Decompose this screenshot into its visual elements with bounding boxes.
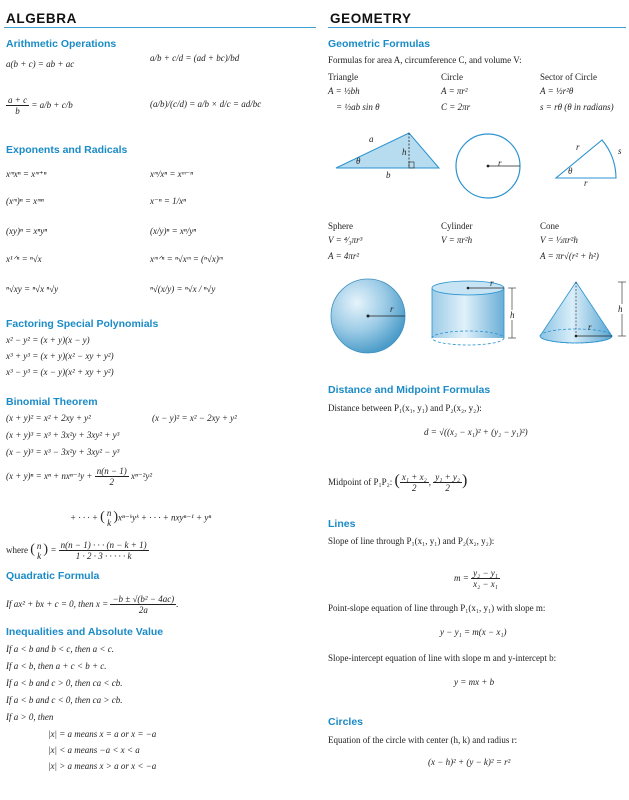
sphere-label-r: r bbox=[390, 304, 394, 314]
abs-greater: |x| > a means x > a or x < −a bbox=[48, 761, 157, 771]
ineq-mult-positive: If a < b and c > 0, then ca < cb. bbox=[6, 678, 123, 688]
factoring-title: Factoring Special Polynomials bbox=[6, 318, 159, 330]
circle-label: Circle bbox=[441, 72, 463, 82]
cone-label-r: r bbox=[588, 322, 592, 332]
sector-label: Sector of Circle bbox=[540, 72, 597, 82]
binom-general-cont: + · · · + ( n k )xⁿ⁻ᵏyᵏ + · · · + nxyⁿ⁻¹ + yⁿ bbox=[70, 508, 212, 529]
binom-general-lead: (x + y)ⁿ = xⁿ + nxⁿ⁻¹y + bbox=[6, 470, 93, 481]
cone-label-h: h bbox=[618, 304, 623, 314]
binom-where-label: where bbox=[6, 544, 28, 555]
binomial-title: Binomial Theorem bbox=[6, 396, 98, 408]
geometry-heading: GEOMETRY bbox=[330, 11, 412, 26]
slope-desc: Slope of line through P₁(x₁, y₁) and P₂(x₂, y₂): bbox=[328, 536, 495, 546]
circles-title: Circles bbox=[328, 716, 364, 728]
triangle-area: A = ½bh bbox=[328, 86, 360, 96]
triangle-label-b: b bbox=[386, 170, 391, 180]
algebra-rule bbox=[4, 27, 316, 28]
exponents-title: Exponents and Radicals bbox=[6, 144, 128, 156]
point-slope-formula: y − y₁ = m(x − x₁) bbox=[440, 627, 507, 637]
sector-label-r-top: r bbox=[576, 142, 580, 152]
quadratic-formula: If ax² + bx + c = 0, then x = $\frac{\text{−b ± √(b² − 4ac)}}{2a}$ . bbox=[6, 594, 179, 616]
exp-fractional: x¹ᐟⁿ = ⁿ√x bbox=[6, 254, 42, 264]
factor-diff-cubes: x³ − y³ = (x − y)(x² + xy + y²) bbox=[6, 367, 114, 377]
triangle-area-sin: = ½ab sin θ bbox=[336, 102, 380, 112]
abs-less: |x| < a means −a < x < a bbox=[48, 745, 140, 755]
distance-title: Distance and Midpoint Formulas bbox=[328, 384, 491, 396]
binom-cube-minus: (x − y)³ = x³ − 3x²y + 3xy² − y³ bbox=[6, 447, 120, 457]
distance-formula: d = √((x₂ − x₁)² + (y₂ − y₁)²) bbox=[424, 427, 528, 437]
cone-area: A = πr√(r² + h²) bbox=[540, 251, 599, 261]
geometry-rule bbox=[328, 27, 626, 28]
circle-circumference: C = 2πr bbox=[441, 102, 471, 112]
exp-root-quotient: ⁿ√(x/y) = ⁿ√x / ⁿ√y bbox=[150, 284, 216, 294]
circle-label-r: r bbox=[498, 158, 502, 168]
arith-common-denominator: $\frac{a + c}{b}$ = a/b + c/b bbox=[8, 95, 73, 117]
midpoint-y-den: 2 bbox=[445, 483, 450, 494]
point-slope-desc: Point-slope equation of line through P₁(x₁, y₁) with slope m: bbox=[328, 603, 546, 613]
geo-intro: Formulas for area A, circumference C, and volume V: bbox=[328, 55, 522, 65]
binom-cont-lead: + · · · + bbox=[70, 512, 98, 523]
quadratic-title: Quadratic Formula bbox=[6, 570, 100, 582]
ineq-transitive: If a < b and b < c, then a < c. bbox=[6, 644, 114, 654]
binom-general bbox=[6, 466, 152, 488]
sector-label-s: s bbox=[618, 146, 622, 156]
sector-diagram bbox=[554, 138, 624, 186]
midpoint-desc: Midpoint of P₁P₂: ( $\frac{\text{x₁ + x₂}}{2}$ , $\frac{\text{y₁ + y₂}}{2}$ ) bbox=[328, 471, 468, 494]
binom-square-minus: (x − y)² = x² − 2xy + y² bbox=[152, 413, 237, 423]
triangle-label-theta: θ bbox=[356, 156, 361, 166]
factor-diff-squares: x² − y² = (x + y)(x − y) bbox=[6, 335, 90, 345]
cone-volume: V = ⅓πr²h bbox=[540, 235, 578, 245]
ineq-abs-intro: If a > 0, then bbox=[6, 712, 54, 722]
exp-power-rule: (xᵐ)ⁿ = xᵐⁿ bbox=[6, 196, 44, 206]
exp-product-power: (xy)ⁿ = xⁿyⁿ bbox=[6, 226, 48, 236]
quad-num: −b ± √(b² − 4ac) bbox=[112, 594, 175, 604]
circle-diagram bbox=[454, 132, 522, 200]
ineq-mult-negative: If a < b and c < 0, then ca > cb. bbox=[6, 695, 123, 705]
slope-den: x₂ − x₁ bbox=[473, 579, 498, 590]
exp-rational: xᵐᐟⁿ = ⁿ√xᵐ = (ⁿ√x)ᵐ bbox=[150, 254, 223, 264]
sector-label-theta: θ bbox=[568, 166, 573, 176]
arith-frac-split: = a/b + c/b bbox=[31, 99, 73, 110]
binom-def-den: 1 · 2 · 3 · · · · · k bbox=[75, 551, 132, 562]
lines-title: Lines bbox=[328, 518, 356, 530]
triangle-diagram bbox=[336, 130, 446, 180]
geometric-formulas-title: Geometric Formulas bbox=[328, 38, 431, 50]
triangle-label: Triangle bbox=[328, 72, 359, 82]
triangle-label-a: a bbox=[369, 134, 374, 144]
triangle-label-h: h bbox=[402, 147, 407, 157]
circle-equation: (x − h)² + (y − k)² = r² bbox=[428, 757, 511, 767]
algebra-heading: ALGEBRA bbox=[6, 11, 77, 26]
arith-frac-div: (a/b)/(c/d) = a/b × d/c = ad/bc bbox=[150, 99, 262, 109]
binom-coef-den: 2 bbox=[109, 477, 114, 488]
abs-equal: |x| = a means x = a or x = −a bbox=[48, 729, 157, 739]
binom-def-num: n(n − 1) · · · (n − k + 1) bbox=[60, 540, 147, 550]
exp-quotient-power: (x/y)ⁿ = xⁿ/yⁿ bbox=[150, 226, 197, 236]
binom-square-plus: (x + y)² = x² + 2xy + y² bbox=[6, 413, 91, 423]
midpoint-x-den: 2 bbox=[412, 483, 417, 494]
sphere-volume: V = ⁴⁄₃πr³ bbox=[328, 235, 363, 245]
slope-intercept-desc: Slope-intercept equation of line with slope m and y-intercept b: bbox=[328, 653, 557, 663]
arith-distributive: a(b + c) = ab + ac bbox=[6, 59, 75, 69]
binom-coef-num: n(n − 1) bbox=[96, 466, 127, 476]
cylinder-volume: V = πr²h bbox=[441, 235, 473, 245]
circle-area: A = πr² bbox=[441, 86, 468, 96]
exp-quotient-rule: xᵐ/xⁿ = xᵐ⁻ⁿ bbox=[150, 169, 193, 179]
binom-cont-tail: xⁿ⁻ᵏyᵏ + · · · + nxyⁿ⁻¹ + yⁿ bbox=[118, 512, 212, 523]
sphere-label: Sphere bbox=[328, 221, 353, 231]
sector-area: A = ½r²θ bbox=[540, 86, 574, 96]
exp-negative: x⁻ⁿ = 1/xⁿ bbox=[150, 196, 186, 206]
sphere-area: A = 4πr² bbox=[328, 251, 360, 261]
cone-diagram bbox=[538, 280, 628, 348]
midpoint-label: Midpoint of P₁P₂: bbox=[328, 476, 393, 487]
slope-m: m = bbox=[454, 572, 469, 583]
sector-arc: s = rθ (θ in radians) bbox=[540, 102, 614, 112]
sector-label-r-bottom: r bbox=[584, 178, 588, 188]
quad-lead: If ax² + bx + c = 0, then x = bbox=[6, 598, 109, 609]
midpoint-y-num: y₁ + y₂ bbox=[435, 472, 461, 482]
cone-label: Cone bbox=[540, 221, 559, 231]
exp-root-product: ⁿ√xy = ⁿ√x ⁿ√y bbox=[6, 284, 59, 294]
cylinder-label-h: h bbox=[510, 310, 515, 320]
slope-formula bbox=[454, 568, 500, 590]
arith-frac-num: a + c bbox=[8, 95, 28, 105]
binom-general-term: xⁿ⁻²y² bbox=[131, 470, 153, 481]
circle-equation-desc: Equation of the circle with center (h, k) and radius r: bbox=[328, 735, 518, 745]
midpoint-x-num: x₁ + x₂ bbox=[401, 472, 427, 482]
cylinder-diagram bbox=[430, 280, 520, 348]
arith-frac-sum: a/b + c/d = (ad + bc)/bd bbox=[150, 53, 240, 63]
ineq-addition: If a < b, then a + c < b + c. bbox=[6, 661, 107, 671]
cylinder-label: Cylinder bbox=[441, 221, 473, 231]
slope-intercept-formula: y = mx + b bbox=[454, 677, 495, 687]
factor-sum-cubes: x³ + y³ = (x + y)(x² − xy + y²) bbox=[6, 351, 114, 361]
binom-cube-plus: (x + y)³ = x³ + 3x²y + 3xy² + y³ bbox=[6, 430, 120, 440]
sphere-diagram bbox=[330, 278, 410, 358]
inequalities-title: Inequalities and Absolute Value bbox=[6, 626, 164, 638]
arithmetic-title: Arithmetic Operations bbox=[6, 38, 117, 50]
binom-coef-def: where ( n k ) = $\frac{n(n - 1) \cdot \cdot \cdot (n - k + 1)}{1 \cdot 2 \cdot 3 \cdot \cdot \cdot \cdot \cdot k}$ bbox=[6, 540, 147, 562]
distance-desc: Distance between P₁(x₁, y₁) and P₂(x₂, y₂): bbox=[328, 403, 482, 413]
exp-product-rule: xᵐxⁿ = xᵐ⁺ⁿ bbox=[6, 169, 47, 179]
cylinder-label-r: r bbox=[490, 278, 494, 288]
slope-num: y₂ − y₁ bbox=[473, 568, 498, 578]
quad-den: 2a bbox=[138, 605, 148, 616]
